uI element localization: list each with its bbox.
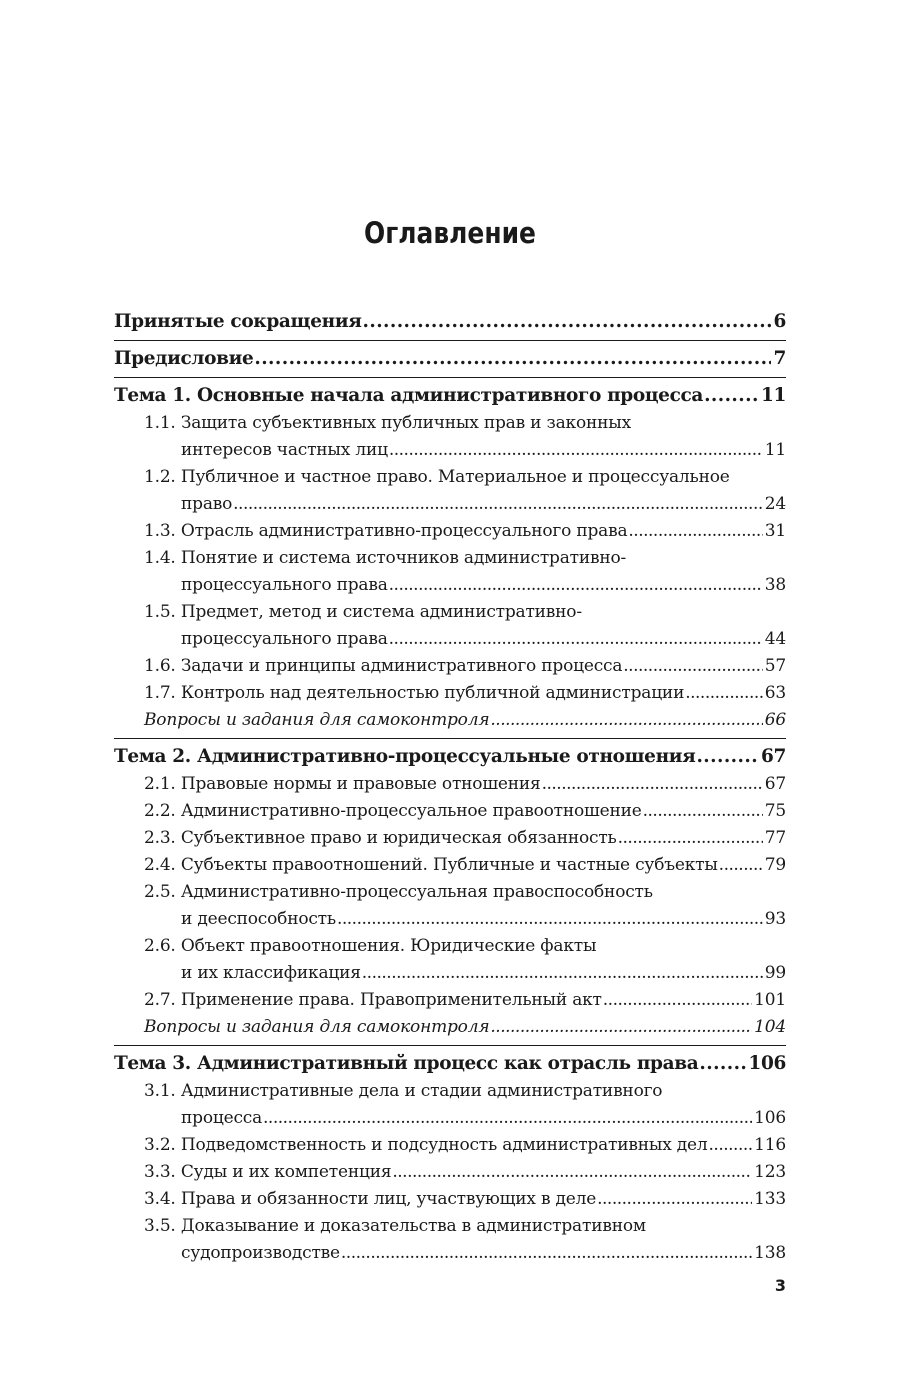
dot-leader bbox=[618, 825, 763, 852]
toc-subsection-entry bbox=[114, 879, 786, 933]
toc-entry-title-line: 3.5. Доказывание и доказательства в административном bbox=[144, 1216, 646, 1236]
dot-leader bbox=[490, 1014, 752, 1041]
toc-entry-label: Тема 3. Административный процесс как отрасль права bbox=[114, 1053, 699, 1074]
toc-entry-title-line: 2.5. Административно-процессуальная правоспособность bbox=[144, 882, 653, 902]
toc-entry-page: 79 bbox=[764, 855, 786, 875]
toc-entry-row bbox=[144, 437, 786, 464]
dot-leader bbox=[389, 572, 763, 599]
toc-entry-label: и дееспособность bbox=[181, 909, 336, 929]
toc-subsection-entry bbox=[114, 825, 786, 852]
toc-subsection-entry bbox=[114, 798, 786, 825]
toc-entry-page: 138 bbox=[754, 1243, 786, 1263]
toc-subsection-entry bbox=[114, 1186, 786, 1213]
toc-entry-label: 2.7. Применение права. Правоприменительный акт bbox=[144, 990, 602, 1010]
dot-leader bbox=[704, 382, 759, 410]
toc-entry-label: процессуального права bbox=[181, 629, 388, 649]
toc-subsection-entry bbox=[114, 653, 786, 680]
toc-entry-row bbox=[144, 906, 786, 933]
toc-entry-label: 3.4. Права и обязанности лиц, участвующих в деле bbox=[144, 1189, 597, 1209]
toc-subsection-entry bbox=[114, 410, 786, 464]
toc-entry-row bbox=[144, 518, 786, 545]
toc-entry-page: 11 bbox=[760, 385, 786, 406]
toc-entry-row bbox=[144, 798, 786, 825]
dot-leader bbox=[628, 518, 762, 545]
toc-section-entry bbox=[114, 308, 786, 336]
toc-entry-page: 101 bbox=[754, 990, 786, 1010]
toc-section-entry bbox=[114, 1045, 786, 1078]
dot-leader bbox=[623, 653, 762, 680]
toc-entry-row bbox=[144, 1014, 786, 1041]
toc-entry-row bbox=[114, 308, 786, 336]
toc-subsection-entry bbox=[114, 1132, 786, 1159]
toc-entry-page: 38 bbox=[764, 575, 786, 595]
toc-entry-label: право bbox=[181, 494, 233, 514]
toc-section-entry bbox=[114, 738, 786, 771]
toc-entry-page: 133 bbox=[754, 1189, 786, 1209]
toc-entry-label: 2.2. Административно-процессуальное правоотношение bbox=[144, 801, 642, 821]
toc-subsection-entry bbox=[114, 680, 786, 707]
toc-entry-label: 2.4. Субъекты правоотношений. Публичные и частные субъекты bbox=[144, 855, 718, 875]
toc-entry-page: 75 bbox=[764, 801, 786, 821]
toc-entry-row bbox=[144, 852, 786, 879]
toc-entry-row bbox=[144, 1159, 786, 1186]
toc-entry-label: 1.6. Задачи и принципы административного процесса bbox=[144, 656, 623, 676]
toc-entry-label: 3.3. Суды и их компетенция bbox=[144, 1162, 392, 1182]
dot-leader bbox=[643, 798, 763, 825]
dot-leader bbox=[263, 1105, 752, 1132]
toc-subsection-entry bbox=[114, 464, 786, 518]
toc-entry-label: Принятые сокращения bbox=[114, 311, 362, 332]
toc-entry-page: 106 bbox=[748, 1053, 786, 1074]
toc-entry-page: 77 bbox=[764, 828, 786, 848]
toc-entry-page: 104 bbox=[754, 1017, 786, 1037]
dot-leader bbox=[490, 707, 762, 734]
toc-entry-row bbox=[114, 345, 786, 373]
dot-leader bbox=[233, 491, 763, 518]
toc-subsection-entry bbox=[114, 518, 786, 545]
toc-entry-title-line: 1.4. Понятие и система источников административно- bbox=[144, 548, 627, 568]
toc-entry-label: Тема 2. Административно-процессуальные отношения bbox=[114, 746, 696, 767]
toc-subsection-entry bbox=[114, 1078, 786, 1132]
dot-leader bbox=[337, 906, 763, 933]
toc-entry-row bbox=[144, 1240, 786, 1267]
dot-leader bbox=[389, 626, 763, 653]
toc-entry-page: 63 bbox=[764, 683, 786, 703]
dot-leader bbox=[685, 680, 763, 707]
toc-entry-label: 1.3. Отрасль административно-процессуального права bbox=[144, 521, 628, 541]
dot-leader bbox=[389, 437, 763, 464]
toc-entry-label: 3.2. Подведомственность и подсудность административных дел bbox=[144, 1135, 708, 1155]
toc-entry-row bbox=[144, 987, 786, 1014]
dot-leader bbox=[603, 987, 752, 1014]
toc-entry-page: 67 bbox=[764, 774, 786, 794]
page-title: Оглавление bbox=[364, 216, 536, 250]
toc-entry-page: 106 bbox=[754, 1108, 786, 1128]
toc-entry-title-line: 1.2. Публичное и частное право. Материальное и процессуальное bbox=[144, 467, 730, 487]
toc-entry-title-line: 1.5. Предмет, метод и система административно- bbox=[144, 602, 582, 622]
toc-entry-label: 2.3. Субъективное право и юридическая обязанность bbox=[144, 828, 617, 848]
toc-subsection-entry bbox=[114, 1213, 786, 1267]
toc-entry-title-line: 3.1. Административные дела и стадии административного bbox=[144, 1081, 663, 1101]
toc-entry-row bbox=[144, 680, 786, 707]
toc-entry-row bbox=[144, 491, 786, 518]
toc-subsection-entry bbox=[114, 771, 786, 798]
dot-leader bbox=[597, 1186, 752, 1213]
toc-entry-page: 67 bbox=[760, 746, 786, 767]
toc-entry-row bbox=[144, 707, 786, 734]
toc-subsection-entry bbox=[114, 1159, 786, 1186]
toc-section-entry bbox=[114, 340, 786, 373]
dot-leader bbox=[341, 1240, 752, 1267]
toc-entry-label: Предисловие bbox=[114, 348, 254, 369]
toc-subsection-entry bbox=[114, 707, 786, 734]
toc-subsection-entry bbox=[114, 545, 786, 599]
toc-entry-row bbox=[144, 572, 786, 599]
toc-entry-row bbox=[144, 1132, 786, 1159]
toc-entry-page: 116 bbox=[754, 1135, 786, 1155]
toc-entry-label: 1.7. Контроль над деятельностью публичной администрации bbox=[144, 683, 685, 703]
toc-entry-row bbox=[144, 771, 786, 798]
toc-entry-row bbox=[144, 825, 786, 852]
toc-entry-page: 44 bbox=[764, 629, 786, 649]
toc-entry-page: 99 bbox=[764, 963, 786, 983]
toc-entry-page: 7 bbox=[773, 348, 786, 369]
toc-entry-row bbox=[114, 1050, 786, 1078]
toc-entry-label: судопроизводстве bbox=[181, 1243, 340, 1263]
toc-entry-page: 31 bbox=[764, 521, 786, 541]
toc-subsection-entry bbox=[114, 1014, 786, 1041]
dot-leader bbox=[699, 1050, 746, 1078]
toc-entry-label: 2.1. Правовые нормы и правовые отношения bbox=[144, 774, 541, 794]
toc-entry-page: 57 bbox=[764, 656, 786, 676]
dot-leader bbox=[363, 308, 772, 336]
toc-entry-row bbox=[144, 653, 786, 680]
toc-subsection-entry bbox=[114, 987, 786, 1014]
toc-subsection-entry bbox=[114, 599, 786, 653]
toc-entry-page: 24 bbox=[764, 494, 786, 514]
toc-entry-page: 93 bbox=[764, 909, 786, 929]
toc-subsection-entry bbox=[114, 852, 786, 879]
page-number: 3 bbox=[774, 1276, 786, 1295]
toc-entry-label: и их классификация bbox=[181, 963, 361, 983]
toc-entry-label: Вопросы и задания для самоконтроля bbox=[144, 1017, 490, 1037]
toc-subsection-entry bbox=[114, 933, 786, 987]
toc-entry-row bbox=[114, 382, 786, 410]
table-of-contents bbox=[114, 308, 786, 1267]
toc-entry-row bbox=[144, 960, 786, 987]
toc-entry-title-line: 2.6. Объект правоотношения. Юридические факты bbox=[144, 936, 597, 956]
toc-entry-label: Тема 1. Основные начала административного процесса bbox=[114, 385, 704, 406]
dot-leader bbox=[254, 345, 771, 373]
dot-leader bbox=[392, 1159, 752, 1186]
toc-entry-row bbox=[144, 1105, 786, 1132]
toc-entry-page: 66 bbox=[764, 710, 786, 730]
toc-entry-title-line: 1.1. Защита субъективных публичных прав и законных bbox=[144, 413, 631, 433]
toc-entry-page: 123 bbox=[754, 1162, 786, 1182]
dot-leader bbox=[719, 852, 763, 879]
toc-entry-page: 6 bbox=[773, 311, 786, 332]
dot-leader bbox=[709, 1132, 753, 1159]
toc-entry-row bbox=[114, 743, 786, 771]
dot-leader bbox=[362, 960, 763, 987]
toc-entry-label: интересов частных лиц bbox=[181, 440, 388, 460]
toc-section-entry bbox=[114, 377, 786, 410]
toc-entry-row bbox=[144, 1186, 786, 1213]
toc-entry-label: Вопросы и задания для самоконтроля bbox=[144, 710, 490, 730]
toc-entry-label: процессуального права bbox=[181, 575, 388, 595]
toc-entry-row bbox=[144, 626, 786, 653]
toc-entry-page: 11 bbox=[764, 440, 786, 460]
dot-leader bbox=[696, 743, 758, 771]
toc-entry-label: процесса bbox=[181, 1108, 263, 1128]
dot-leader bbox=[542, 771, 763, 798]
